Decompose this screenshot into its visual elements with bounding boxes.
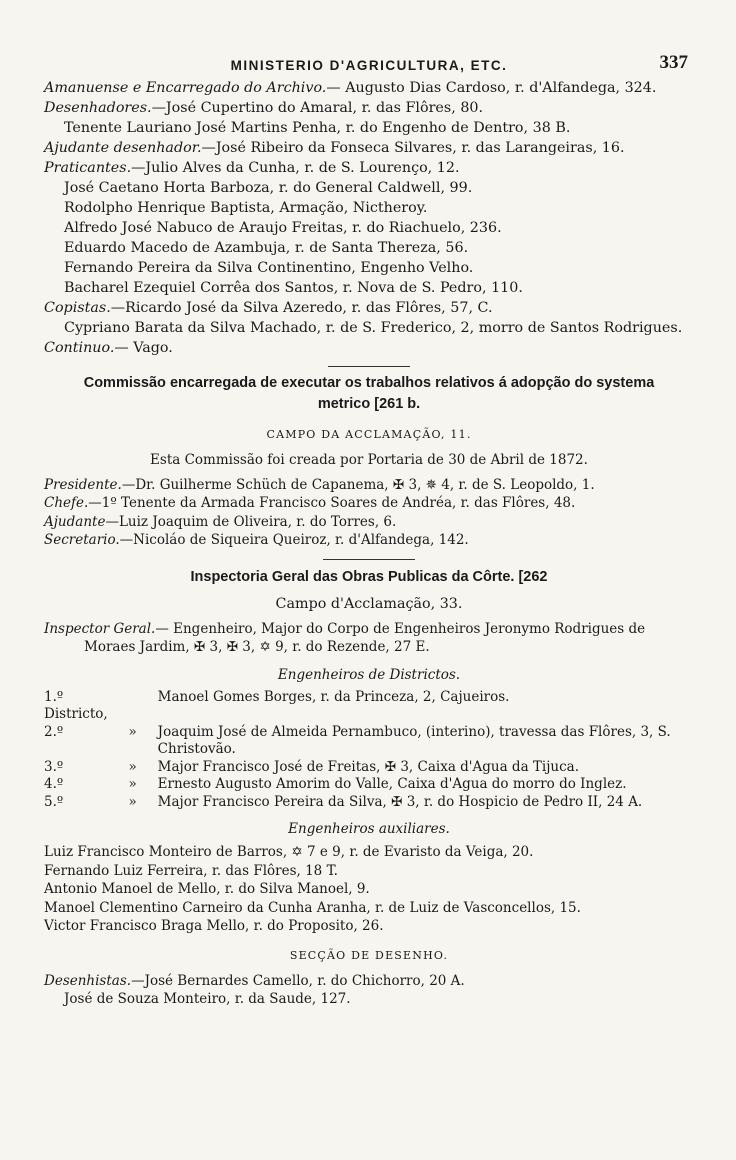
desenhistas-entry	[44, 972, 694, 991]
continuo-entry	[44, 338, 694, 358]
district-num: 5.º	[44, 793, 64, 810]
district-text: Major Francisco Pereira da Silva, ✠ 3, r. do Hospicio de Pedro II, 24 A.	[157, 793, 643, 810]
document-page	[44, 52, 694, 1009]
desenhadores-entry	[44, 98, 694, 118]
desenho-heading: SECÇÃO DE DESENHO.	[289, 948, 449, 962]
member-text: —Luiz Joaquim de Oliveira, r. do Torres, 6.	[105, 513, 397, 530]
district-num: 4.º	[44, 776, 64, 792]
copistas-label: Copistas.	[44, 300, 111, 316]
praticante-item: Rodolpho Henrique Baptista, Armação, Nictheroy.	[64, 200, 428, 216]
copista-2: Cypriano Barata da Silva Machado, r. de S. Frederico, 2, morro de Santos Rodrigues.	[64, 320, 683, 336]
auxiliares-list	[44, 843, 694, 936]
auxiliares-heading: Engenheiros auxiliares.	[288, 821, 450, 837]
inspectoria-address: Campo d'Acclamação, 33.	[275, 595, 463, 612]
desenhista-2: José de Souza Monteiro, r. da Saude, 127.	[64, 991, 351, 1007]
ajudante-label: Ajudante desenhador.	[44, 140, 202, 156]
district-mark: »	[128, 723, 137, 740]
member-entry	[44, 494, 694, 513]
district-mark	[108, 689, 158, 724]
inspector-entry	[44, 620, 694, 657]
commissao-note: Esta Commissão foi creada por Portaria de 30 de Abril de 1872.	[150, 452, 588, 468]
table-row	[44, 794, 694, 812]
commissao-address: CAMPO DA ACCLAMAÇÃO, 11.	[266, 428, 472, 441]
table-row	[44, 724, 694, 759]
commissao-title-line2: metrico [261 b.	[317, 396, 421, 412]
praticantes-label: Praticantes.	[44, 160, 132, 176]
commissao-title-line1: Commissão encarregada de executar os trabalhos relativos á adopção do systema	[83, 375, 655, 391]
table-row	[44, 759, 694, 777]
praticante-item: José Caetano Horta Barboza, r. do General Caldwell, 99.	[64, 180, 473, 196]
praticantes-text: —Julio Alves da Cunha, r. de S. Lourenço, 12.	[131, 160, 460, 176]
list-item: Victor Francisco Braga Mello, r. do Proposito, 26.	[44, 918, 384, 934]
praticante-item: Bacharel Ezequiel Corrêa dos Santos, r. Nova de S. Pedro, 110.	[64, 280, 523, 296]
district-text: Ernesto Augusto Amorim do Valle, Caixa d'Agua do morro do Inglez.	[157, 776, 627, 792]
district-mark: »	[128, 793, 137, 810]
inspector-text: — Engenheiro, Major do Corpo de Engenheiros Jeronymo Rodrigues de Moraes Jardim, ✠ 3, ✠ 3, ✡ 9, r. do Rezende, 27 E.	[84, 620, 646, 655]
list-item: Luiz Francisco Monteiro de Barros, ✡ 7 e 9, r. de Evaristo da Veiga, 20.	[44, 844, 534, 860]
list-item: Antonio Manoel de Mello, r. do Silva Manoel, 9.	[44, 881, 370, 897]
district-num: 3.º	[44, 758, 64, 775]
commissao-title	[44, 373, 694, 415]
praticante-item: Eduardo Macedo de Azambuja, r. de Santa Thereza, 56.	[64, 240, 469, 256]
member-text: —Dr. Guilherme Schüch de Capanema, ✠ 3, ✵ 4, r. de S. Leopoldo, 1.	[121, 476, 595, 493]
desenhistas-label: Desenhistas.	[44, 972, 132, 989]
amanuense-entry	[44, 78, 694, 98]
praticante-item: Fernando Pereira da Silva Continentino, Engenho Velho.	[64, 260, 474, 276]
ajudante-text: —José Ribeiro da Fonseca Silvares, r. das Larangeiras, 16.	[201, 140, 625, 156]
inspector-label: Inspector Geral.	[44, 620, 156, 637]
member-text: —Nicoláo de Siqueira Queiroz, r. d'Alfandega, 142.	[119, 532, 469, 548]
member-entry	[44, 531, 694, 550]
continuo-label: Continuo.	[44, 340, 115, 356]
running-header	[44, 52, 694, 78]
inspectoria-title: Inspectoria Geral das Obras Publicas da Côrte. [262	[190, 568, 548, 585]
table-row	[44, 776, 694, 794]
member-role: Ajudante	[44, 513, 106, 530]
commissao-members	[44, 476, 694, 550]
section-divider	[328, 366, 410, 367]
desenhador-2: Tenente Lauriano José Martins Penha, r. do Engenho de Dentro, 38 B.	[64, 120, 571, 136]
praticantes-entry	[44, 158, 694, 178]
desenhadores-label: Desenhadores.	[44, 100, 152, 116]
list-item: Manoel Clementino Carneiro da Cunha Aranha, r. de Luiz de Vasconcellos, 15.	[44, 899, 581, 916]
district-num: 1.º Districto,	[44, 688, 108, 722]
district-mark: »	[128, 776, 137, 792]
header-title: MINISTERIO D'AGRICULTURA, ETC.	[230, 58, 508, 73]
member-entry	[44, 476, 694, 495]
list-item: Fernando Luiz Ferreira, r. das Flôres, 18 T.	[44, 862, 338, 879]
member-role: Secretario.	[44, 532, 120, 548]
district-text: Manoel Gomes Borges, r. da Princeza, 2, Cajueiros.	[157, 688, 510, 705]
copistas-text: —Ricardo José da Silva Azeredo, r. das Flôres, 57, C.	[110, 300, 493, 316]
amanuense-text: — Augusto Dias Cardoso, r. d'Alfandega, 324.	[326, 80, 657, 96]
member-entry	[44, 513, 694, 532]
member-role: Chefe.	[44, 495, 89, 511]
continuo-text: — Vago.	[114, 340, 173, 356]
praticante-item: Alfredo José Nabuco de Araujo Freitas, r. do Riachuelo, 236.	[64, 220, 502, 236]
district-text: Major Francisco José de Freitas, ✠ 3, Caixa d'Agua da Tijuca.	[157, 758, 580, 775]
amanuense-label: Amanuense e Encarregado do Archivo.	[44, 80, 327, 96]
ajudante-entry	[44, 138, 694, 158]
district-num: 2.º	[44, 723, 64, 740]
member-text: —1º Tenente da Armada Francisco Soares de Andréa, r. das Flôres, 48.	[88, 495, 576, 511]
page-number: 337	[659, 52, 688, 73]
copistas-entry	[44, 298, 694, 318]
member-role: Presidente.	[44, 476, 122, 493]
district-mark: »	[128, 758, 137, 775]
desenhadores-text: —José Cupertino do Amaral, r. das Flôres, 80.	[151, 100, 484, 116]
table-row	[44, 689, 694, 724]
district-text: Joaquim José de Almeida Pernambuco, (interino), travessa das Flôres, 3, S. Christovão.	[157, 723, 671, 757]
section-divider	[323, 559, 415, 560]
districts-table	[44, 689, 694, 812]
desenhistas-text: —José Bernardes Camello, r. do Chichorro, 20 A.	[131, 972, 465, 989]
districts-heading: Engenheiros de Districtos.	[277, 666, 461, 683]
